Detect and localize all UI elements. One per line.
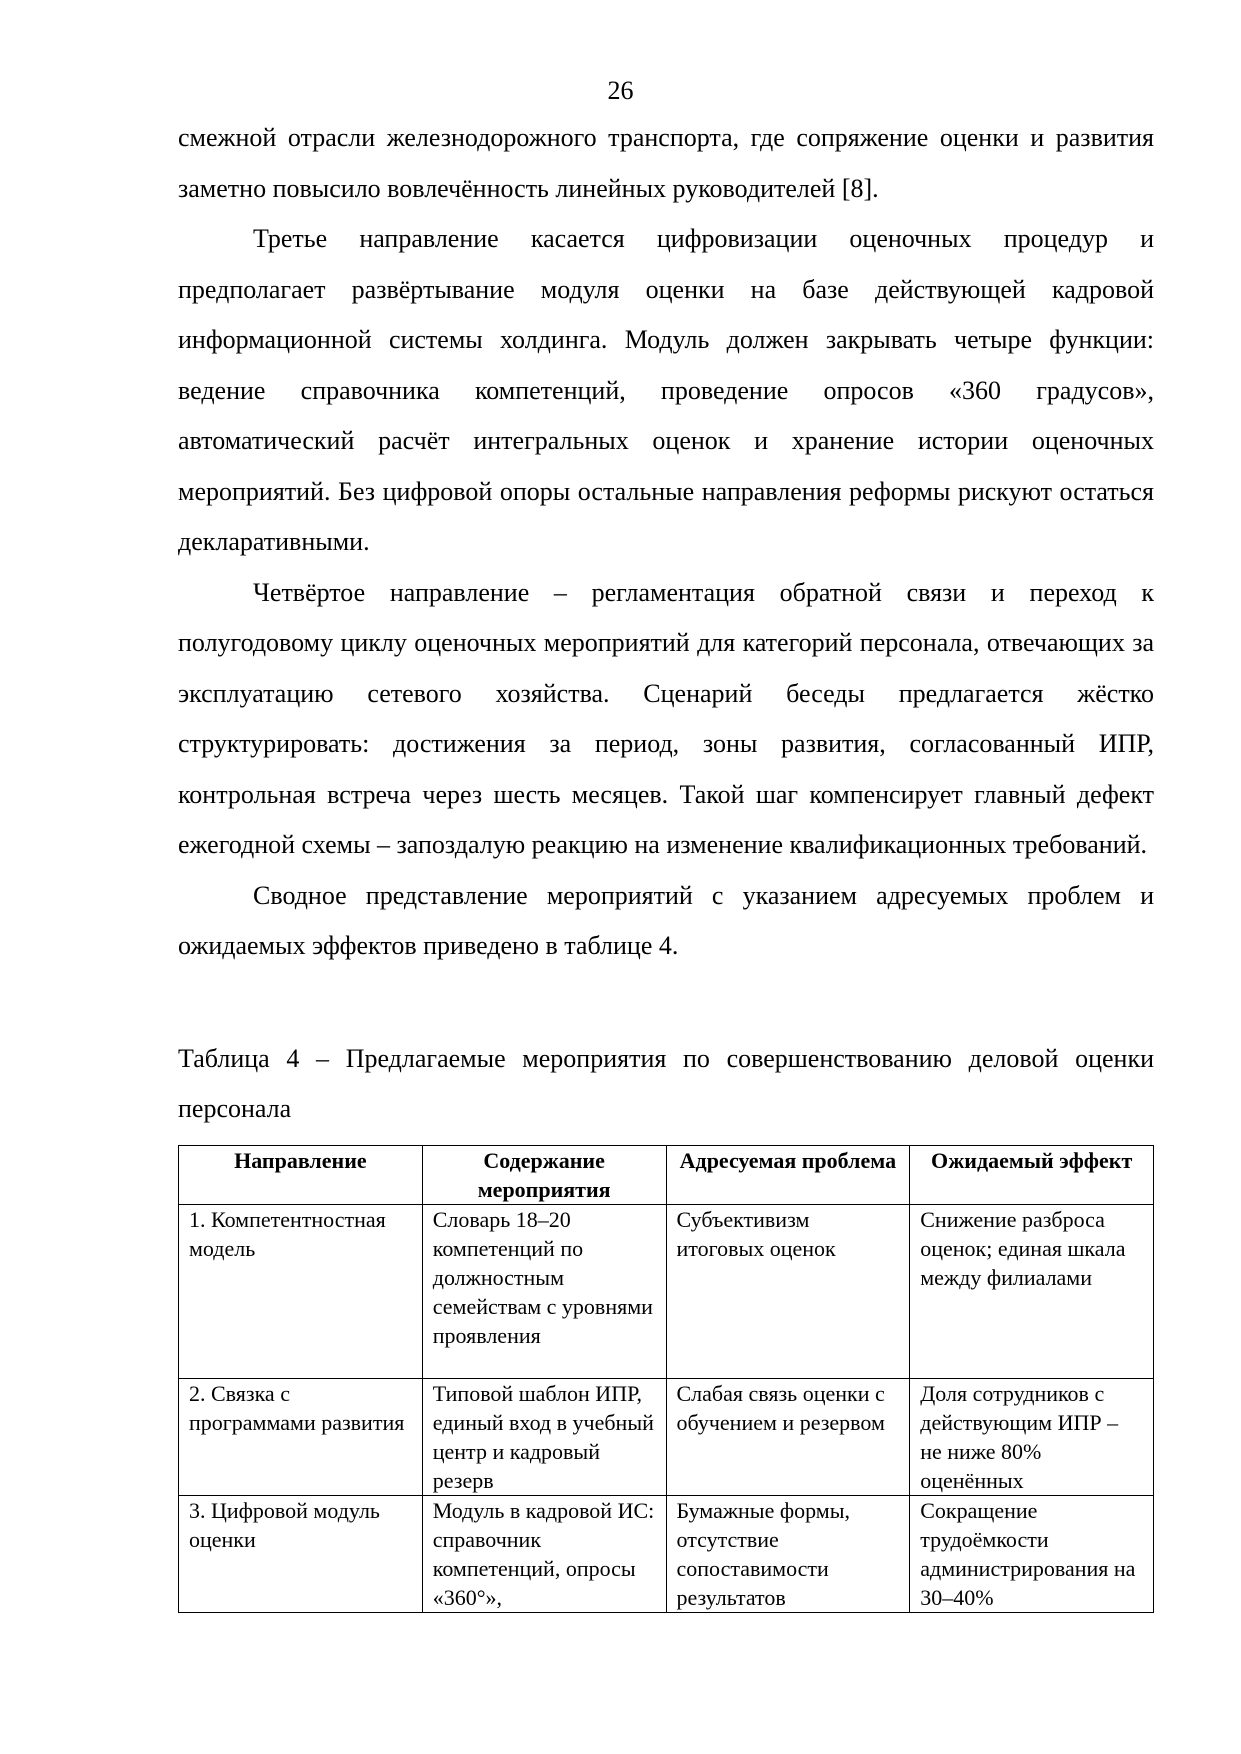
measures-table — [178, 1145, 1154, 1613]
body-text — [178, 113, 1154, 972]
paragraph-table-reference: Сводное представление мероприятий с указанием адресуемых проблем и ожидаемых эффектов приведено в таблице 4. — [178, 880, 1154, 960]
table-cell: Бумажные формы, отсутствие сопоставимости результатов — [666, 1496, 910, 1613]
table-cell: Типовой шаблон ИПР, единый вход в учебный центр и кадровый резерв — [422, 1379, 666, 1496]
table-cell: Словарь 18–20 компетенций по должностным семействам с уровнями проявления — [422, 1205, 666, 1379]
header-direction: Направление — [179, 1146, 423, 1205]
table-cell: Снижение разброса оценок; единая шкала между филиалами — [910, 1205, 1154, 1379]
table-header-row — [179, 1146, 1154, 1205]
table-cell: 3. Цифровой модуль оценки — [179, 1496, 423, 1613]
table-cell: Модуль в кадровой ИС: справочник компетенций, опросы «360°», — [422, 1496, 666, 1613]
table-cell: Слабая связь оценки с обучением и резервом — [666, 1379, 910, 1496]
table-cell: Доля сотрудников с действующим ИПР – не ниже 80% оценённых — [910, 1379, 1154, 1496]
header-problem: Адресуемая проблема — [666, 1146, 910, 1205]
table-row — [179, 1205, 1154, 1379]
header-content: Содержание мероприятия — [422, 1146, 666, 1205]
table-cell: 1. Компетентностная модель — [179, 1205, 423, 1379]
header-effect: Ожидаемый эффект — [910, 1146, 1154, 1205]
table-row — [179, 1379, 1154, 1496]
table-cell: 2. Связка с программами развития — [179, 1379, 423, 1496]
table-cell: Сокращение трудоёмкости администрирования на 30–40% — [910, 1496, 1154, 1613]
table-caption: Таблица 4 – Предлагаемые мероприятия по совершенствованию деловой оценки персонала — [178, 1044, 1154, 1123]
table-cell: Субъективизм итоговых оценок — [666, 1205, 910, 1379]
paragraph-continuation: смежной отрасли железнодорожного транспорта, где сопряжение оценки и развития заметно повысило вовлечённость линейных руководителей [8]. — [178, 123, 1154, 203]
paragraph-feedback-direction: Четвёртое направление – регламентация обратной связи и переход к полугодовому циклу оценочных мероприятий для категорий персонала, отвечающих за эксплуатацию сетевого хозяйства. Сценарий беседы предлагается жёстко структурировать: достижения за период, зоны развития, согласованный ИПР, контрольная встреча через шесть месяцев. Такой шаг компенсирует главный дефект ежегодной схемы – запоздалую реакцию на изменение квалификационных требований. — [178, 577, 1154, 859]
page-number: 26 — [607, 76, 634, 105]
paragraph-digital-direction: Третье направление касается цифровизации оценочных процедур и предполагает развёртывание модуля оценки на базе действующей кадровой информационной системы холдинга. Модуль должен закрывать четыре функции: ведение справочника компетенций, проведение опросов «360 градусов», автоматический расчёт интегральных оценок и хранение истории оценочных мероприятий. Без цифровой опоры остальные направления реформы рискуют остаться декларативными. — [178, 224, 1154, 556]
table-row — [179, 1496, 1154, 1613]
